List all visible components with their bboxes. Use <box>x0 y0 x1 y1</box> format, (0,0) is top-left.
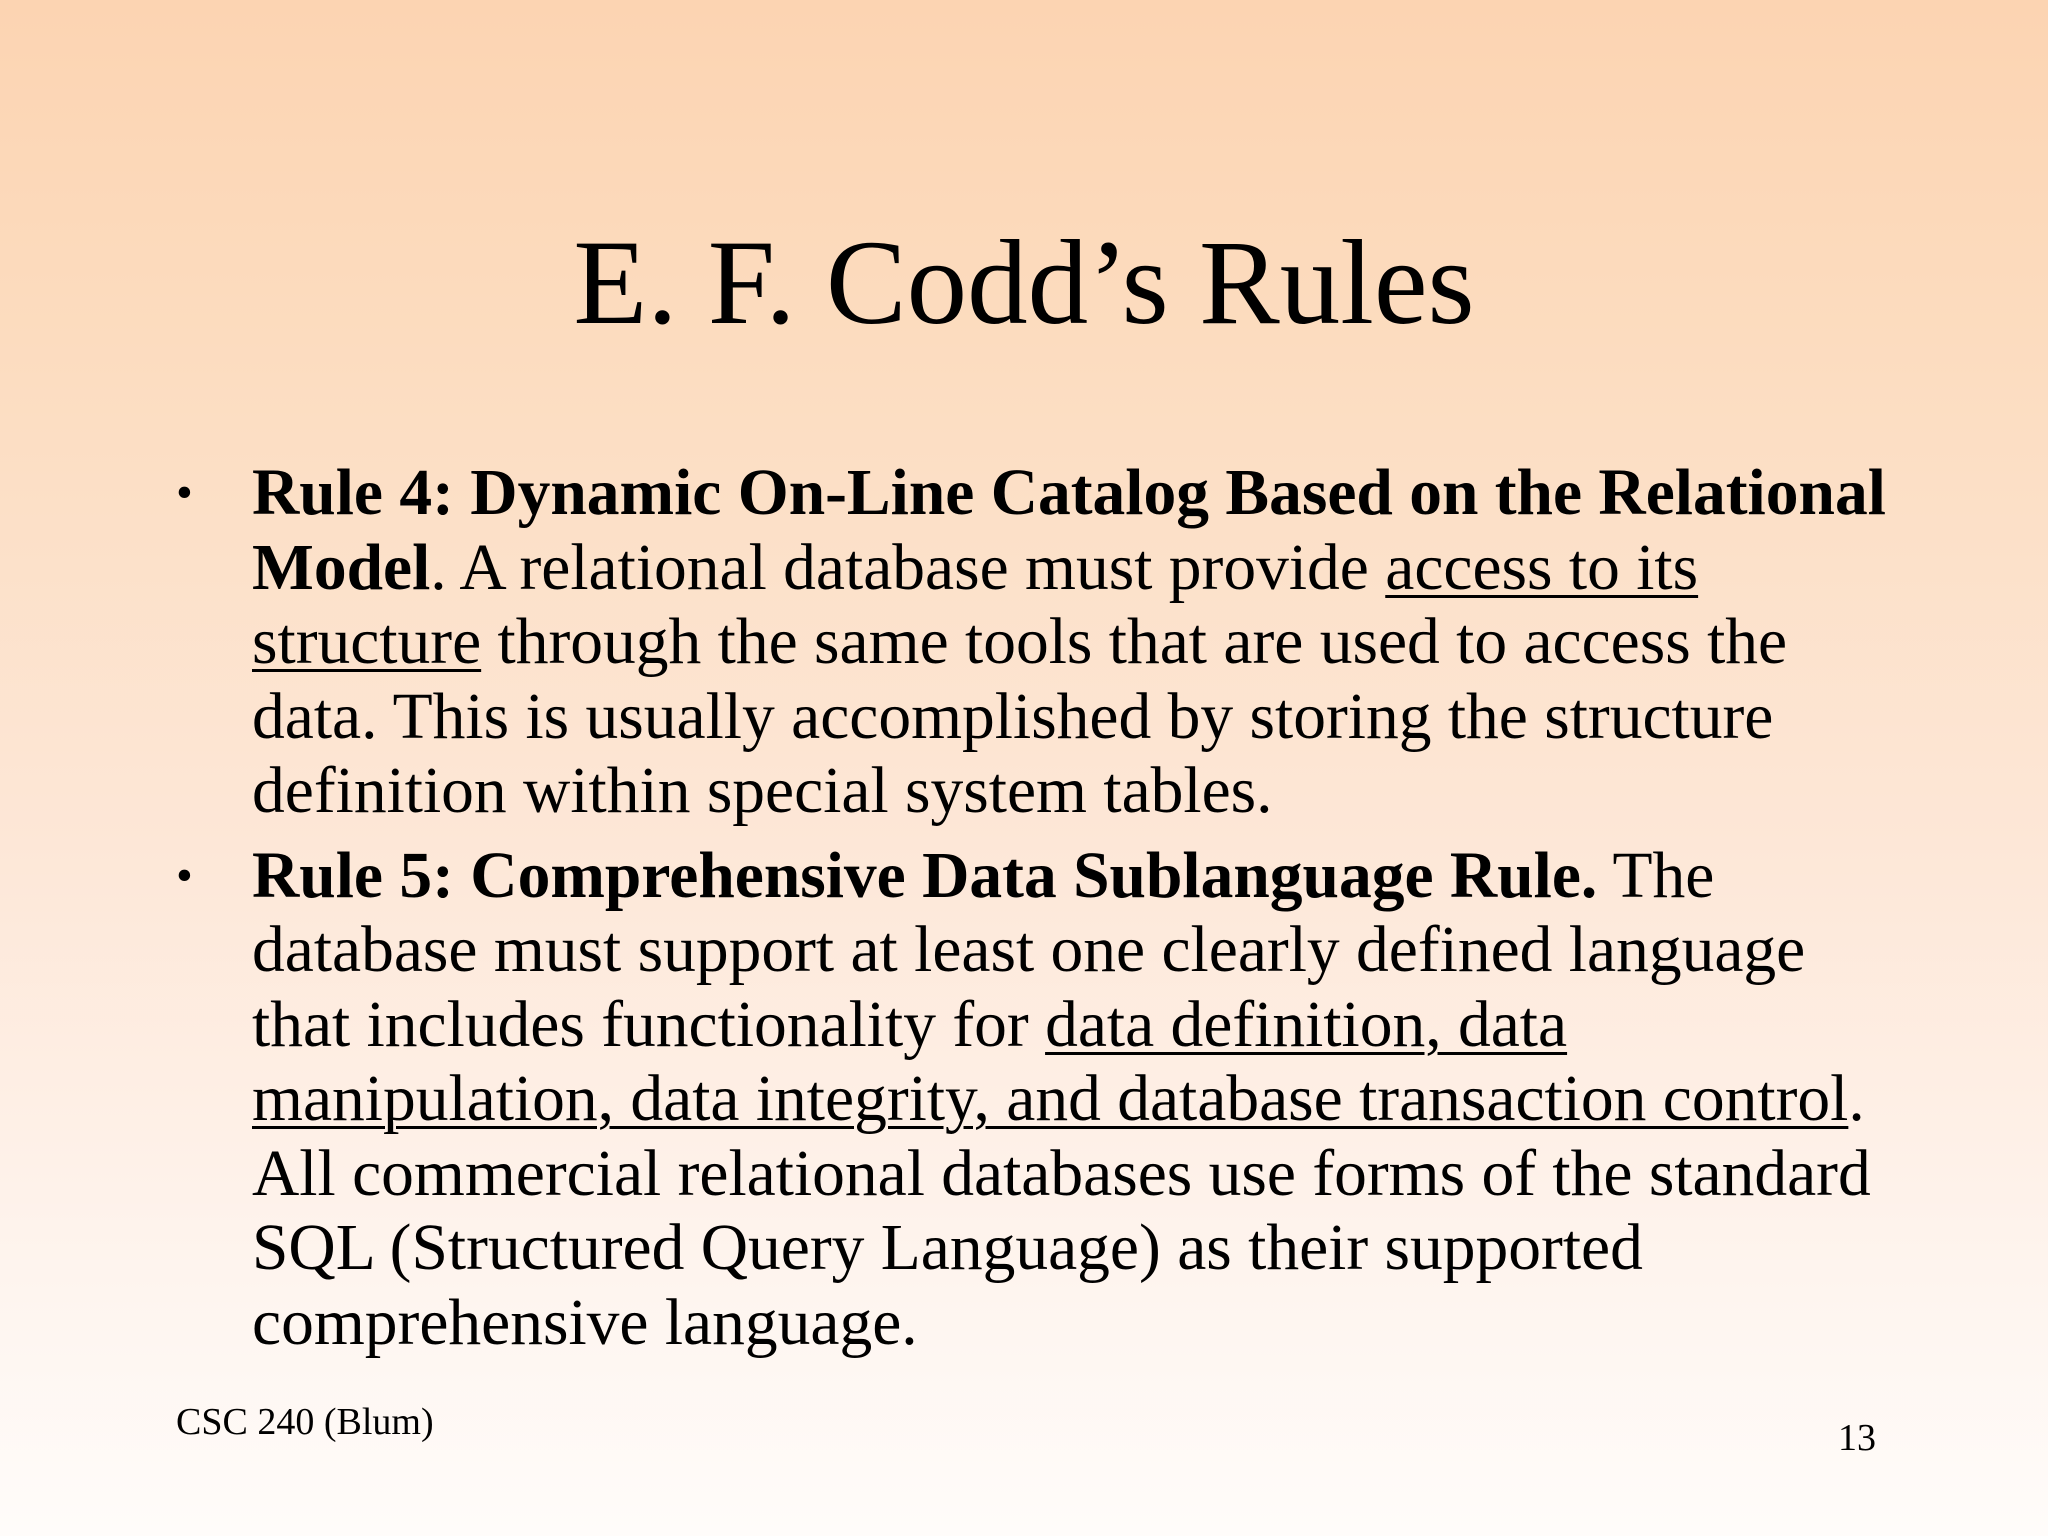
rule-4-text-2: through the same tools that are used to access the data. This is usually accomplished by storing the structure definition within special system tables. <box>252 606 1788 827</box>
page-number: 13 <box>1838 1417 1876 1459</box>
rule-4-item <box>176 456 1896 829</box>
rule-5-text-2: . All commercial relational databases use forms of the standard SQL (Structured Query Language) as their supported comprehensive language. <box>252 1063 1871 1359</box>
rule-5-heading: Rule 5: Comprehensive Data Sublanguage Rule. <box>252 839 1598 912</box>
slide-title: E. F. Codd’s Rules <box>573 216 1475 350</box>
bullet-icon: • <box>176 466 193 519</box>
rule-4-text-1: A relational database must provide <box>446 531 1386 604</box>
rule-5-text-1: The database must support at least one clearly defined language that includes functionality for <box>252 839 1806 1061</box>
rule-5-underlined-phrase: data definition, data manipulation, data integrity, and database transaction control <box>252 988 1849 1135</box>
rule-4-heading-punct: . <box>430 531 447 604</box>
course-footer: CSC 240 (Blum) <box>176 1401 434 1443</box>
rule-4-underlined-phrase: access to its structure <box>252 531 1699 678</box>
rule-4-heading: Rule 4: Dynamic On-Line Catalog Based on the Relational Model <box>252 457 1886 604</box>
bullet-list <box>176 456 1896 1370</box>
rule-5-item <box>176 839 1896 1361</box>
bullet-icon: • <box>176 848 193 902</box>
